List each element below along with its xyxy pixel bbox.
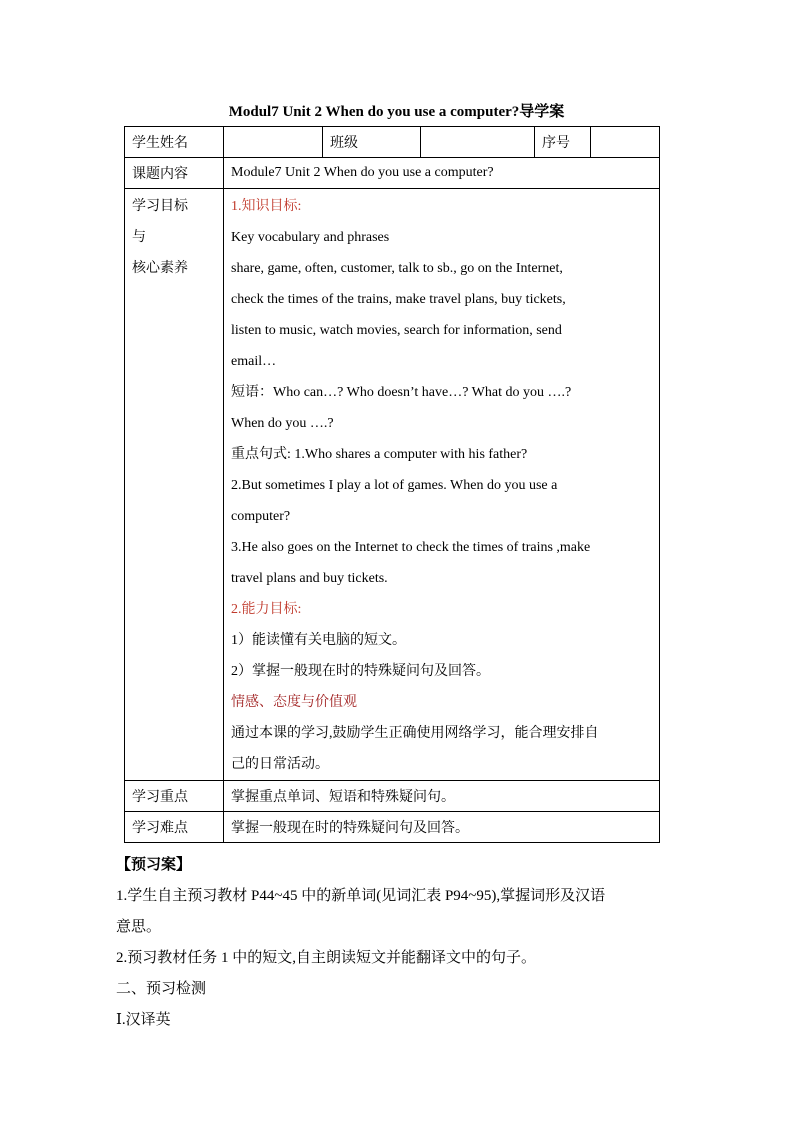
document-title: Modul7 Unit 2 When do you use a computer?导学案 [228, 104, 565, 120]
goal-line: 2）掌握一般现在时的特殊疑问句及回答。 [231, 664, 490, 679]
goal-line: email… [231, 354, 277, 369]
goals-content [224, 189, 660, 781]
preview-line: 2.预习教材任务 1 中的短文,自主朗读短文并能翻译文中的句子。 [116, 950, 537, 966]
preview-section [116, 850, 661, 1036]
goal-line: 重点句式: 1.Who shares a computer with his father? [231, 447, 528, 462]
topic-row [125, 158, 660, 189]
preview-check-heading: 二、预习检测 [116, 981, 207, 997]
topic-value: Module7 Unit 2 When do you use a computer? [224, 158, 660, 189]
student-name-field[interactable] [224, 127, 323, 158]
goal-line: 1）能读懂有关电脑的短文。 [231, 633, 406, 648]
goals-row [125, 189, 660, 781]
difficulties-label: 学习难点 [125, 812, 224, 843]
values-goal-heading: 情感、态度与价值观 [231, 695, 357, 710]
key-points-row [125, 781, 660, 812]
class-field[interactable] [421, 127, 535, 158]
number-field[interactable] [591, 127, 660, 158]
topic-label: 课题内容 [125, 158, 224, 189]
goal-line: computer? [231, 509, 291, 524]
translation-heading: Ⅰ.汉译英 [116, 1012, 171, 1028]
goal-line: When do you ….? [231, 416, 334, 431]
goal-line: travel plans and buy tickets. [231, 571, 388, 586]
goal-line: 己的日常活动。 [231, 757, 329, 772]
preview-line: 意思。 [116, 919, 162, 935]
key-points-label: 学习重点 [125, 781, 224, 812]
ability-goal-heading: 2.能力目标: [231, 602, 302, 617]
goal-line: share, game, often, customer, talk to sb., go on the Internet, [231, 261, 563, 276]
difficulties-row [125, 812, 660, 843]
goal-line: listen to music, watch movies, search for information, send [231, 323, 562, 338]
goal-line: check the times of the trains, make travel plans, buy tickets, [231, 292, 566, 307]
preview-line: 1.学生自主预习教材 P44~45 中的新单词(见词汇表 P94~95),掌握词形及汉语 [116, 888, 606, 904]
student-info-row [125, 127, 660, 158]
number-label: 序号 [535, 127, 591, 158]
key-points-value: 掌握重点单词、短语和特殊疑问句。 [224, 781, 660, 812]
preview-heading: 【预习案】 [116, 857, 192, 873]
goal-line: 短语：Who can…? Who doesn’t have…? What do you ….? [231, 385, 572, 400]
goals-label: 学习目标 与 核心素养 [125, 189, 224, 781]
goal-line: Key vocabulary and phrases [231, 230, 390, 245]
student-name-label: 学生姓名 [125, 127, 224, 158]
difficulties-value: 掌握一般现在时的特殊疑问句及回答。 [224, 812, 660, 843]
knowledge-goal-heading: 1.知识目标: [231, 199, 302, 214]
class-label: 班级 [323, 127, 421, 158]
goal-line: 2.But sometimes I play a lot of games. When do you use a [231, 478, 558, 493]
goal-line: 3.He also goes on the Internet to check the times of trains ,make [231, 540, 591, 555]
lesson-plan-table [124, 126, 660, 843]
goal-line: 通过本课的学习,鼓励学生正确使用网络学习，能合理安排自 [231, 726, 599, 741]
